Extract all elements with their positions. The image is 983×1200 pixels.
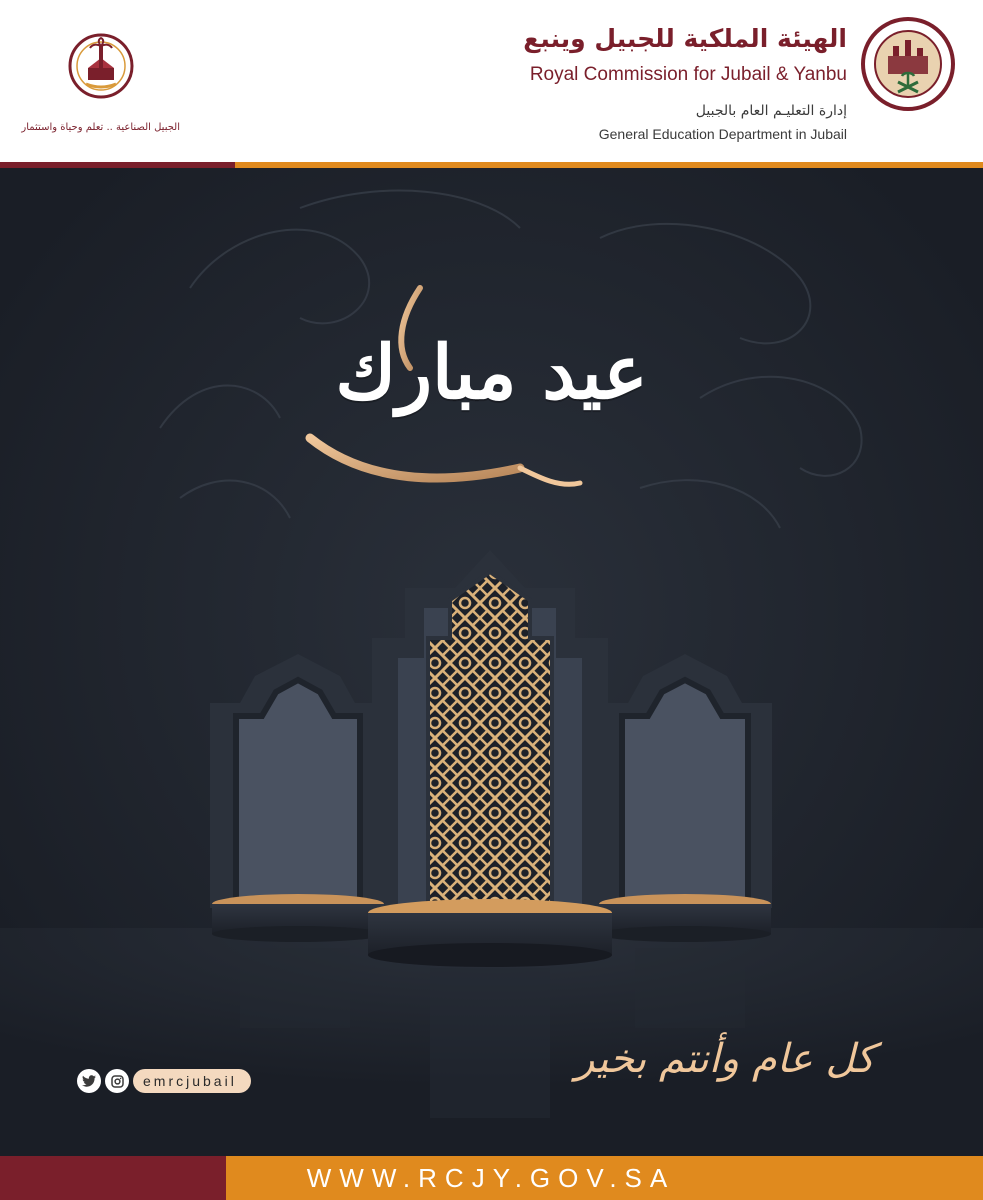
department-arabic: إدارة التعليـم العام بالجبيل [695,103,847,119]
eid-mubarak-greeting: عيد مبارك [335,330,648,416]
header [0,0,983,165]
footer-bar [0,1156,983,1200]
left-tagline: الجبيل الصناعية .. تعلم وحياة واستثمار [21,122,180,133]
org-name-arabic: الهيئة الملكية للجبيل وينبع [523,24,847,53]
department-english: General Education Department in Jubail [598,126,847,142]
social-handle-text[interactable]: emrcjubail [133,1069,251,1093]
eid-illustration [0,168,983,1156]
social-handle-bar [77,1068,251,1094]
website-link[interactable]: WWW.RCJY.GOV.SA [306,1163,676,1193]
org-name-english: Royal Commission for Jubail & Yanbu [529,64,847,85]
twitter-icon[interactable] [77,1069,101,1093]
kingdom-of-saudi-arabia-emblem-icon [860,16,956,112]
jubail-learning-city-emblem-icon [68,30,134,106]
center-arch-lattice-panel [372,550,608,913]
instagram-icon[interactable] [105,1069,129,1093]
kul-am-wa-antum-bikhair-wish: كل عام وأنتم بخير [575,1036,875,1082]
